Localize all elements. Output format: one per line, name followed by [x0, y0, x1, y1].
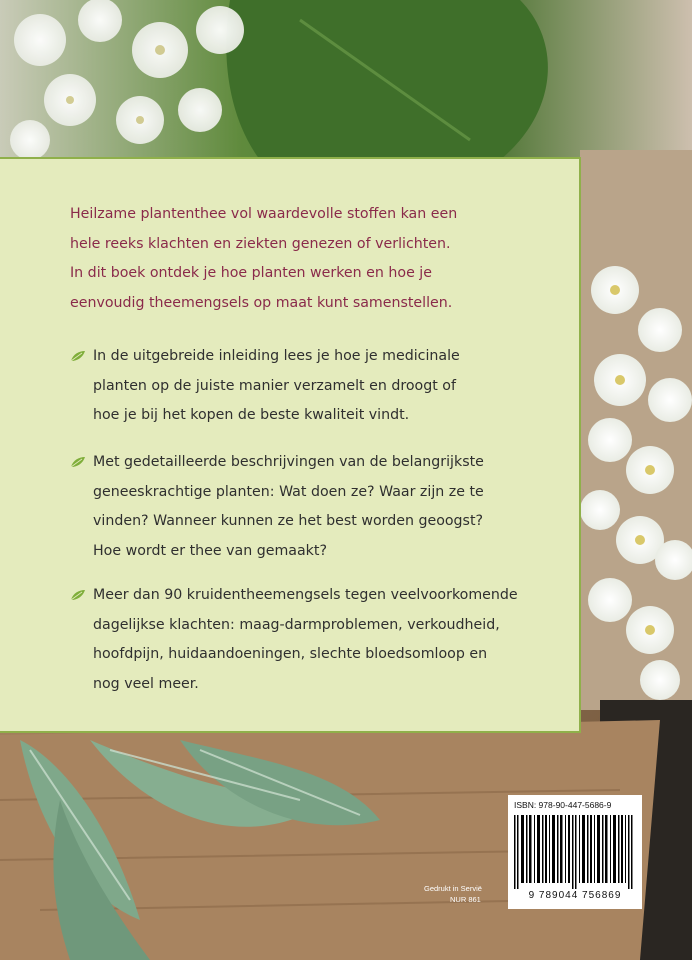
bullet-text: [93, 581, 573, 699]
leaf-icon: [70, 350, 86, 362]
nur-code: NUR 861: [450, 895, 481, 904]
barcode-box: [508, 795, 642, 909]
bullet-line: vinden? Wanneer kunnen ze het best worden geoogst?: [93, 513, 484, 529]
bullet-line: In de uitgebreide inleiding lees je hoe je medicinale: [93, 348, 460, 364]
intro-paragraph: [70, 200, 570, 318]
intro-line: hele reeks klachten en ziekten genezen of verlichten.: [70, 235, 451, 252]
bullet-line: Hoe wordt er thee van gemaakt?: [93, 542, 327, 559]
isbn-digits: 9 789044 756869: [528, 890, 622, 901]
bullet-line: nog veel meer.: [93, 675, 199, 692]
bullet-line: Met gedetailleerde beschrijvingen van de belangrijkste: [93, 454, 484, 470]
bullet-text: [93, 448, 573, 566]
bullet-line: Meer dan 90 kruidentheemengsels tegen veelvoorkomende: [93, 587, 518, 603]
printed-in-note: Gedrukt in Servië: [424, 884, 482, 893]
leaf-icon: [70, 589, 86, 601]
bullet-line: planten op de juiste manier verzamelt en droogt of: [93, 377, 456, 394]
barcode-bars: [514, 815, 636, 889]
isbn-label: ISBN: 978-90-447-5686-9: [514, 800, 612, 810]
bullet-line: hoofdpijn, huidaandoeningen, slechte bloedsomloop en: [93, 646, 488, 662]
bullet-text: [93, 342, 573, 431]
intro-line: eenvoudig theemengsels op maat kunt samenstellen.: [70, 294, 453, 311]
bullet-line: hoe je bij het kopen de beste kwaliteit vindt.: [93, 407, 410, 423]
bullet-line: geneeskrachtige planten: Wat doen ze? Waar zijn ze te: [93, 483, 484, 500]
intro-line: Heilzame plantenthee vol waardevolle stoffen kan een: [70, 206, 458, 222]
bullet-line: dagelijkse klachten: maag-darmproblemen, verkoudheid,: [93, 616, 500, 633]
intro-line: In dit boek ontdek je hoe planten werken en hoe je: [70, 265, 432, 281]
leaf-icon: [70, 456, 86, 468]
